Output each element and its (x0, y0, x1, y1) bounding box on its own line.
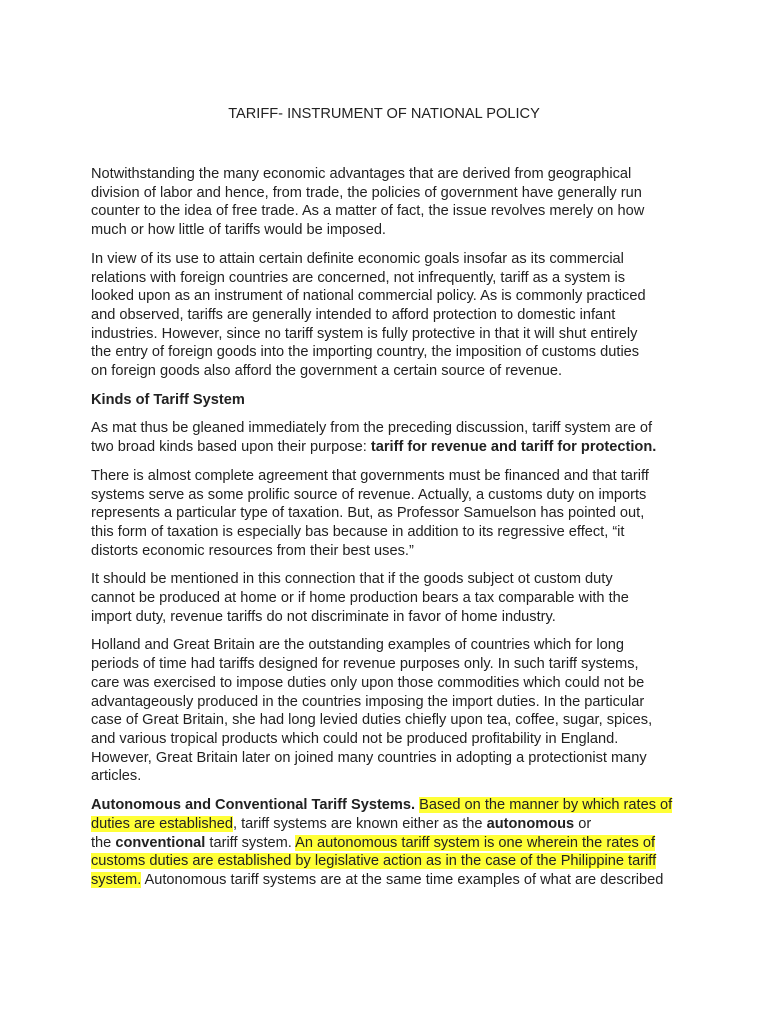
paragraph-kinds (91, 419, 681, 456)
text-line: much or how little of tariffs would be imposed. (91, 222, 386, 239)
text-line (91, 796, 681, 815)
text-run: the (91, 834, 116, 851)
text-run: Autonomous tariff systems are at the same time examples of what are described (141, 871, 664, 888)
text-line: the entry of foreign goods into the importing country, the imposition of customs duties (91, 344, 640, 361)
highlighted-text: duties are established (91, 815, 233, 832)
highlighted-text: customs duties are established by legislative action as in the case of the Philippine tariff (91, 853, 657, 870)
text-line: on foreign goods also afford the government a certain source of revenue. (91, 363, 563, 380)
text-line: relations with foreign countries are concerned, not infrequently, tariff as a system is (91, 269, 626, 286)
heading-kinds-of-tariff (91, 391, 681, 410)
bold-run: conventional (115, 834, 206, 851)
paragraph-home-industry (91, 570, 681, 626)
text-line: and various tropical products which could not be produced profitability in England. (91, 730, 619, 747)
text-run: tariff system. (205, 834, 296, 851)
text-line: division of labor and hence, from trade, the policies of government have generally run (91, 184, 642, 201)
text-line: industries. However, since no tariff system is fully protective in that it will shut entirely (91, 325, 638, 342)
text-run: two broad kinds based upon their purpose: (91, 439, 371, 456)
text-line: counter to the idea of free trade. As a matter of fact, the issue revolves merely on how (91, 203, 645, 220)
text-run: , tariff systems are known either as the (232, 815, 487, 832)
paragraph-autonomous-conventional (91, 796, 681, 890)
text-line: Holland and Great Britain are the outstanding examples of countries which for long (91, 637, 624, 654)
text-line: It should be mentioned in this connection that if the goods subject ot custom duty (91, 571, 613, 588)
text-line: care was exercised to impose duties only upon those commodities which could not be (91, 674, 645, 691)
bold-run: autonomous (486, 815, 575, 832)
text-line: systems serve as some prolific source of revenue. Actually, a customs duty on imports (91, 486, 647, 503)
highlighted-text: Based on the manner by which rates of (419, 797, 673, 814)
text-line: However, Great Britain later on joined many countries in adopting a protectionist many (91, 749, 647, 766)
text-line (91, 815, 681, 834)
text-line: advantageously produced in the countries imposing the import duties. In the particular (91, 693, 645, 710)
bold-run: tariff for revenue and tariff for protection. (370, 439, 657, 456)
text-line: this form of taxation is especially bas because in addition to its regressive effect, “it (91, 523, 625, 540)
text-line: As mat thus be gleaned immediately from the preceding discussion, tariff system are of (91, 420, 653, 437)
text-run: or (574, 815, 592, 832)
text-line: represents a particular type of taxation. But, as Professor Samuelson has pointed out, (91, 505, 645, 522)
paragraph-policy (91, 250, 681, 381)
text-line (91, 438, 681, 457)
paragraph-holland-britain (91, 636, 681, 786)
paragraph-revenue (91, 467, 681, 561)
text-line: import duty, revenue tariffs do not discriminate in favor of home industry. (91, 608, 556, 625)
text-line: There is almost complete agreement that governments must be financed and that tariff (91, 467, 649, 484)
text-line: Notwithstanding the many economic advantages that are derived from geographical (91, 166, 632, 182)
text-line: periods of time had tariffs designed for revenue purposes only. In such tariff systems, (91, 656, 639, 673)
heading-text: Kinds of Tariff System (91, 391, 245, 408)
document-body (91, 165, 681, 900)
document-title: TARIFF- INSTRUMENT OF NATIONAL POLICY (228, 106, 540, 122)
paragraph-intro (91, 165, 681, 240)
text-line: cannot be produced at home or if home production bears a tax comparable with the (91, 590, 629, 607)
text-line: In view of its use to attain certain definite economic goals insofar as its commercial (91, 250, 624, 267)
text-line (91, 834, 681, 853)
section-heading: Autonomous and Conventional Tariff Systems. (91, 797, 416, 814)
highlighted-text: An autonomous tariff system is one wherein the rates of (295, 834, 656, 851)
text-line: case of Great Britain, she had long levied duties chiefly upon tea, coffee, sugar, spices, (91, 712, 653, 729)
text-line (91, 852, 681, 871)
text-line: looked upon as an instrument of national commercial policy. As is commonly practiced (91, 288, 646, 305)
text-line: articles. (91, 768, 142, 785)
highlighted-text: system. (91, 871, 142, 888)
text-line: distorts economic resources from their best uses.” (91, 542, 414, 559)
text-line: and observed, tariffs are generally intended to afford protection to domestic infant (91, 306, 616, 323)
text-line (91, 871, 681, 890)
